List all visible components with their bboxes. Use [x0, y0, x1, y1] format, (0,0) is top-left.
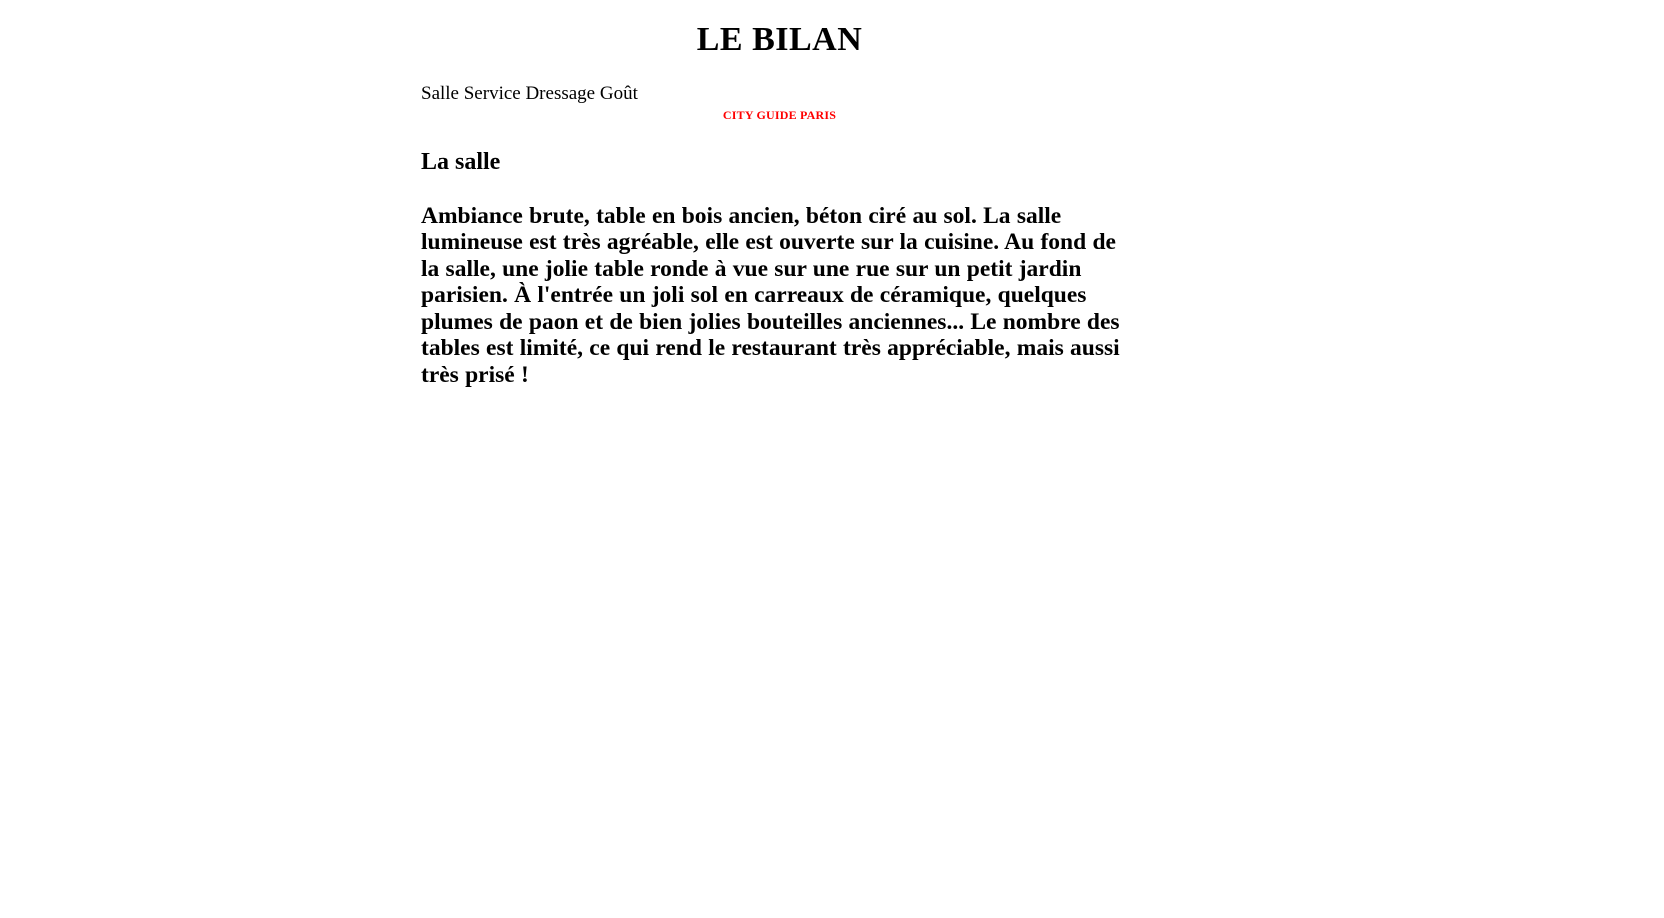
- section-body-text: Ambiance brute, table en bois ancien, béton ciré au sol. La salle lumineuse est très agréable, elle est ouverte sur la cuisine. Au fond de la salle, une jolie table ronde à vue sur une rue sur un petit jardin parisien. À l'entrée un joli sol en carreaux de céramique, quelques plumes de paon et de bien jolies bouteilles anciennes... Le nombre des tables est limité, ce qui rend le restaurant très appréciable, mais aussi très prisé !: [421, 203, 1120, 388]
- section-heading-la-salle: La salle: [421, 149, 501, 176]
- brand-label: CITY GUIDE PARIS: [722, 107, 837, 122]
- document-content: [421, 0, 1138, 388]
- page-title: LE BILAN: [696, 21, 863, 58]
- rating-criteria-line: Salle Service Dressage Goût: [421, 83, 638, 105]
